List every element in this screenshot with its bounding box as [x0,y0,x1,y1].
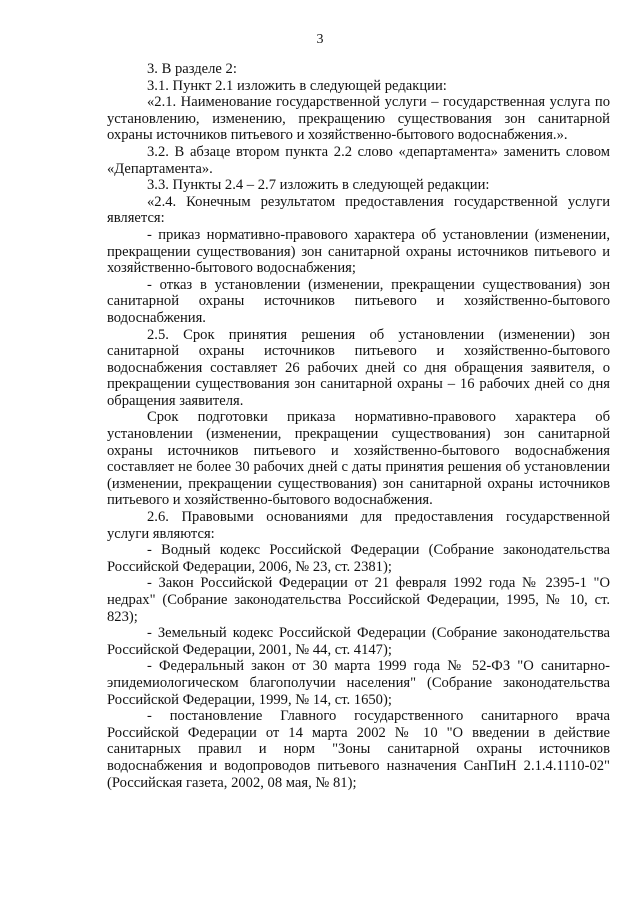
list-item: - Федеральный закон от 30 марта 1999 года № 52-ФЗ "О санитарно-эпидемиологическом благополучии населения" (Собрание законодательства Российской Федерации, 1999, № 14, ст. 1650); [107,658,610,708]
list-item: - Закон Российской Федерации от 21 февраля 1992 года № 2395-1 "О недрах" (Собрание законодательства Российской Федерации, 1995, № 10, ст. 823); [107,575,610,625]
paragraph: «2.1. Наименование государственной услуги – государственная услуга по установлению, изменению, прекращению существования зон санитарной охраны источников питьевого и хозяйственно-бытового водоснабжения.». [107,94,610,144]
list-item: - постановление Главного государственного санитарного врача Российской Федерации от 14 марта 2002 № 10 "О введении в действие санитарных правил и норм "Зоны санитарной охраны источников водоснабжения и водопроводов питьевого назначения СанПиН 2.1.4.1110-02" (Российская газета, 2002, 08 мая, № 81); [107,708,610,791]
list-item: - Земельный кодекс Российской Федерации (Собрание законодательства Российской Федерации, 2001, № 44, ст. 4147); [107,625,610,658]
paragraph: 3.3. Пункты 2.4 – 2.7 изложить в следующей редакции: [147,177,490,194]
paragraph: «2.4. Конечным результатом предоставления государственной услуги является: [107,193,610,227]
paragraph: Срок подготовки приказа нормативно-правового характера об установлении (изменении, прекращении существования) зон санитарной охраны источников питьевого и хозяйственно-бытового водоснабжения составляет не более 30 рабочих дней с даты принятия решения об установлении (изменении, прекращении существования) зон санитарной охраны источников питьевого и хозяйственно-бытового водоснабжения. [107,409,610,509]
document-body [107,61,610,791]
paragraph: 3. В разделе 2: [147,61,237,77]
paragraph: 3.1. Пункт 2.1 изложить в следующей редакции: [147,77,447,94]
paragraph: 2.6. Правовыми основаниями для предоставления государственной услуги являются: [107,509,610,542]
list-item: - Водный кодекс Российской Федерации (Собрание законодательства Российской Федерации, 2006, № 23, ст. 2381); [107,542,610,575]
paragraph: 2.5. Срок принятия решения об установлении (изменении) зон санитарной охраны источников питьевого и хозяйственно-бытового водоснабжения составляет 26 рабочих дней со дня обращения заявителя, о прекращении существования зон санитарной охраны – 16 рабочих дней со дня обращения заявителя. [107,326,610,409]
list-item: - отказ в установлении (изменении, прекращении существования) зон санитарной охраны источников питьевого и хозяйственно-бытового водоснабжения. [107,276,610,326]
page-number: 3 [316,32,324,47]
list-item: - приказ нормативно-правового характера об установлении (изменении, прекращении существования) зон санитарной охраны источников питьевого и хозяйственно-бытового водоснабжения; [107,226,610,277]
paragraph: 3.2. В абзаце втором пункта 2.2 слово «департамента» заменить словом «Департамента». [107,143,610,177]
